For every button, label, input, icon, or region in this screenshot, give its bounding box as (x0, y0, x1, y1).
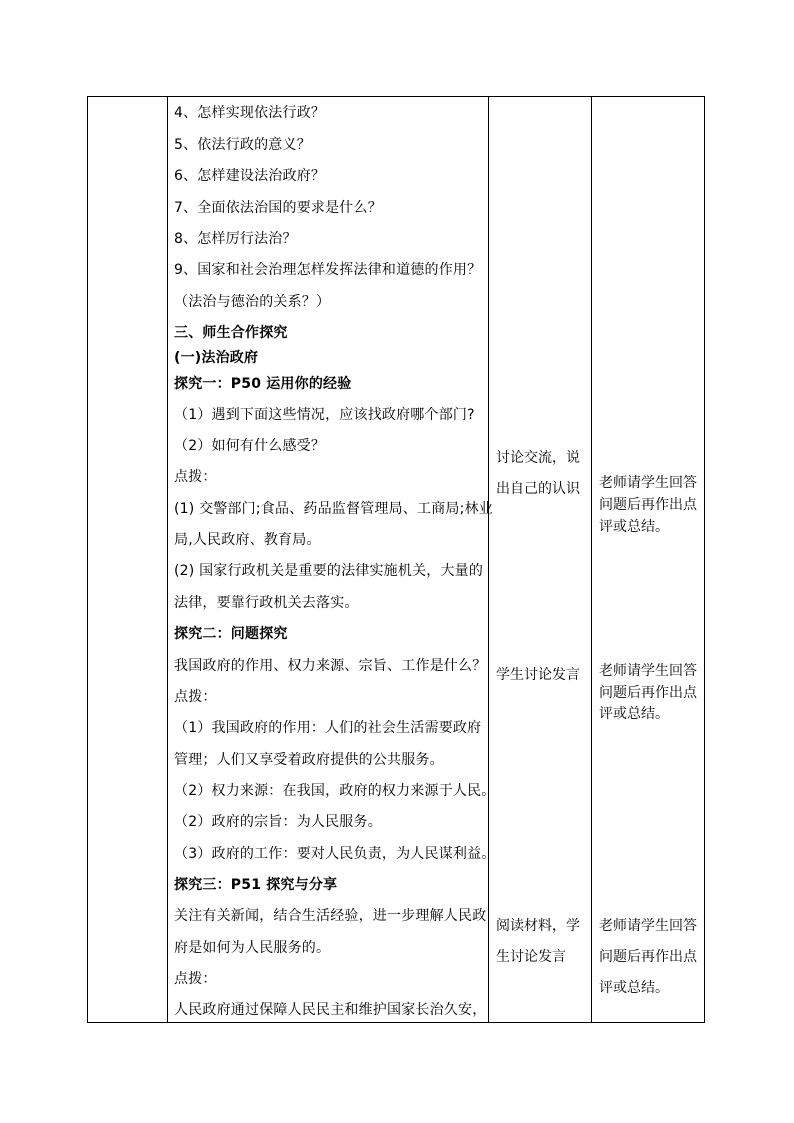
content-line: 局,人民政府、教育局。 (174, 532, 321, 548)
teacher-activity-text: 问题后再作出点 (599, 685, 697, 701)
content-line: 4、怎样实现依法行政？ (174, 105, 326, 121)
student-activity-text: 出自己的认识 (496, 481, 580, 497)
section-heading: 三、师生合作探究 (174, 325, 288, 341)
content-line: 法律，要靠行政机关去落实。 (174, 595, 359, 611)
content-line: (1) 交警部门;食品、药品监督管理局、工商局;林业 (174, 501, 493, 517)
content-line: 点拨： (174, 971, 217, 987)
content-line: 9、国家和社会治理怎样发挥法律和道德的作用？ (174, 262, 482, 278)
content-line: （1）我国政府的作用：人们的社会生活需要政府 (174, 720, 482, 736)
teacher-activity-text: 问题后再作出点 (599, 497, 697, 513)
content-line: 关注有关新闻，结合生活经验，进一步理解人民政 (174, 908, 487, 924)
content-line: （法治与德治的关系？） (174, 294, 331, 310)
content-line: 管理；人们又享受着政府提供的公共服务。 (174, 752, 444, 768)
content-line: 5、依法行政的意义？ (174, 137, 311, 153)
column-divider (591, 97, 592, 1022)
student-activity-text: 阅读材料，学 (496, 918, 580, 934)
teacher-activity-text: 评或总结。 (599, 980, 669, 996)
content-line: 点拨： (174, 689, 217, 705)
teacher-activity-text: 老师请学生回答 (599, 663, 697, 679)
content-line: (2) 国家行政机关是重要的法律实施机关，大量的 (174, 563, 484, 579)
content-line: 6、怎样建设法治政府？ (174, 168, 326, 184)
student-activity-text: 学生讨论发言 (496, 667, 580, 683)
content-line: 人民政府通过保障人民民主和维护国家长治久安， (174, 1002, 487, 1018)
content-line: 府是如何为人民服务的。 (174, 940, 331, 956)
content-line: （1）遇到下面这些情况，应该找政府哪个部门? (174, 407, 475, 423)
student-activity-text: 生讨论发言 (496, 949, 566, 965)
column-divider (167, 97, 168, 1022)
content-line: 8、怎样厉行法治？ (174, 231, 297, 247)
inquiry-heading: 探究三：P51 探究与分享 (174, 877, 338, 893)
teacher-activity-text: 评或总结。 (599, 706, 669, 722)
content-line: （2）权力来源：在我国，政府的权力来源于人民。 (174, 783, 496, 799)
inquiry-heading: 探究二：问题探究 (174, 626, 288, 642)
content-line: （3）政府的工作：要对人民负责，为人民谋利益。 (174, 846, 496, 862)
column-divider (488, 97, 489, 1022)
content-line: （2）如何有什么感受？ (174, 438, 326, 454)
teacher-activity-text: 评或总结。 (599, 519, 669, 535)
teacher-activity-text: 老师请学生回答 (599, 475, 697, 491)
subsection-heading: (一)法治政府 (174, 350, 259, 366)
content-line: 7、全面依法治国的要求是什么？ (174, 200, 382, 216)
content-line: （2）政府的宗旨：为人民服务。 (174, 814, 382, 830)
student-activity-text: 讨论交流，说 (496, 450, 580, 466)
content-line: 我国政府的作用、权力来源、宗旨、工作是什么？ (174, 658, 487, 674)
inquiry-heading: 探究一：P50 运用你的经验 (174, 376, 352, 392)
teacher-activity-text: 问题后再作出点 (599, 949, 697, 965)
content-line: 点拨： (174, 469, 217, 485)
teacher-activity-text: 老师请学生回答 (599, 918, 697, 934)
